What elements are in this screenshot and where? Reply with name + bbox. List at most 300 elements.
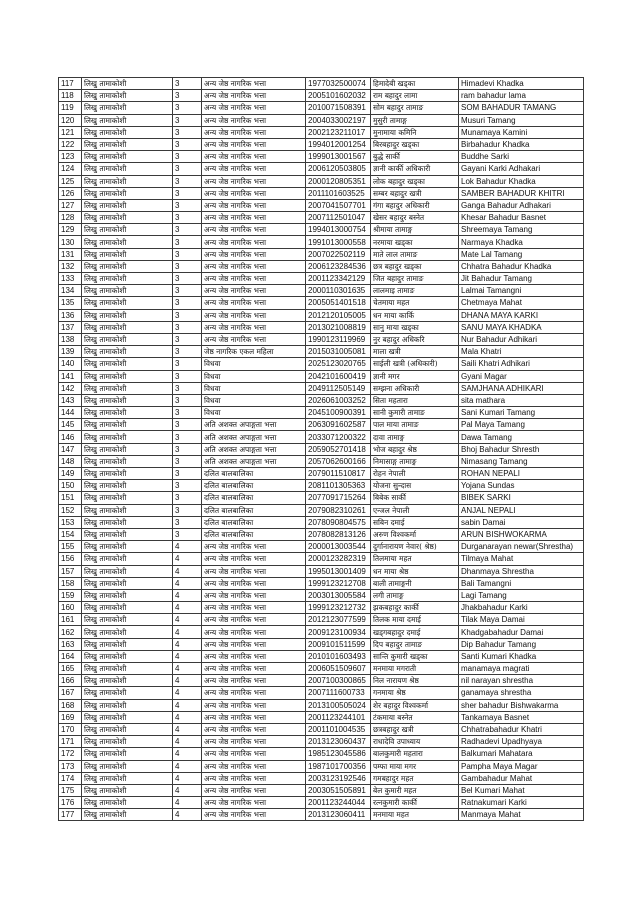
name-english-cell: Munamaya Kamini bbox=[459, 126, 584, 138]
ward-number-cell: 3 bbox=[173, 163, 202, 175]
municipality-cell: लिखु तामाकोशी bbox=[82, 565, 173, 577]
serial-number-cell: 130 bbox=[59, 236, 82, 248]
name-english-cell: Mate Lal Tamang bbox=[459, 248, 584, 260]
table-row bbox=[59, 663, 584, 675]
allowance-type-cell: जेष्ठ नागरिक एकल महिला bbox=[202, 346, 306, 358]
table-row bbox=[59, 443, 584, 455]
ward-number-cell: 4 bbox=[173, 602, 202, 614]
ward-number-cell: 4 bbox=[173, 748, 202, 760]
table-row bbox=[59, 626, 584, 638]
municipality-cell: लिखु तामाकोशी bbox=[82, 407, 173, 419]
identity-number-cell: 2059052701418 bbox=[306, 443, 371, 455]
allowance-type-cell: अन्य जेष्ठ नागरिक भत्ता bbox=[202, 175, 306, 187]
name-english-cell: Jit Bahadur Tamang bbox=[459, 273, 584, 285]
allowance-type-cell: अन्य जेष्ठ नागरिक भत्ता bbox=[202, 541, 306, 553]
ward-number-cell: 4 bbox=[173, 784, 202, 796]
municipality-cell: लिखु तामाकोशी bbox=[82, 723, 173, 735]
name-english-cell: Shreemaya Tamang bbox=[459, 224, 584, 236]
table-row bbox=[59, 504, 584, 516]
identity-number-cell: 1994012001254 bbox=[306, 138, 371, 150]
identity-number-cell: 2015031005081 bbox=[306, 346, 371, 358]
name-nepali-cell: मुसुरी तामाङ्ग bbox=[371, 114, 459, 126]
serial-number-cell: 123 bbox=[59, 151, 82, 163]
allowance-type-cell: अन्य जेष्ठ नागरिक भत्ता bbox=[202, 212, 306, 224]
table-row bbox=[59, 614, 584, 626]
name-nepali-cell: बालकुमारी महतारा bbox=[371, 748, 459, 760]
name-nepali-cell: गमबहादुर महत bbox=[371, 772, 459, 784]
identity-number-cell: 2001123342129 bbox=[306, 273, 371, 285]
allowance-type-cell: विधवा bbox=[202, 394, 306, 406]
name-english-cell: ganamaya shrestha bbox=[459, 687, 584, 699]
name-english-cell: sabin Damai bbox=[459, 516, 584, 528]
allowance-type-cell: अन्य जेष्ठ नागरिक भत्ता bbox=[202, 138, 306, 150]
name-english-cell: Pampha Maya Magar bbox=[459, 760, 584, 772]
name-english-cell: Yojana Sundas bbox=[459, 480, 584, 492]
allowance-type-cell: अन्य जेष्ठ नागरिक भत्ता bbox=[202, 163, 306, 175]
table-row bbox=[59, 455, 584, 467]
table-row bbox=[59, 260, 584, 272]
table-row bbox=[59, 565, 584, 577]
ward-number-cell: 3 bbox=[173, 273, 202, 285]
ward-number-cell: 3 bbox=[173, 102, 202, 114]
serial-number-cell: 124 bbox=[59, 163, 82, 175]
ward-number-cell: 3 bbox=[173, 187, 202, 199]
table-row bbox=[59, 212, 584, 224]
ward-number-cell: 3 bbox=[173, 78, 202, 90]
municipality-cell: लिखु तामाकोशी bbox=[82, 297, 173, 309]
municipality-cell: लिखु तामाकोशी bbox=[82, 431, 173, 443]
table-row bbox=[59, 650, 584, 662]
table-row bbox=[59, 736, 584, 748]
municipality-cell: लिखु तामाकोशी bbox=[82, 711, 173, 723]
ward-number-cell: 4 bbox=[173, 723, 202, 735]
name-english-cell: Bali Tamangni bbox=[459, 577, 584, 589]
allowance-type-cell: विधवा bbox=[202, 407, 306, 419]
serial-number-cell: 118 bbox=[59, 90, 82, 102]
table-row bbox=[59, 321, 584, 333]
ward-number-cell: 3 bbox=[173, 212, 202, 224]
table-row bbox=[59, 687, 584, 699]
name-nepali-cell: सानु माया खड्का bbox=[371, 321, 459, 333]
name-nepali-cell: राम बहादुर लामा bbox=[371, 90, 459, 102]
allowance-type-cell: अन्य जेष्ठ नागरिक भत्ता bbox=[202, 711, 306, 723]
identity-number-cell: 1985123045586 bbox=[306, 748, 371, 760]
name-english-cell: Gambahadur Mahat bbox=[459, 772, 584, 784]
name-english-cell: ROHAN NEPALI bbox=[459, 468, 584, 480]
allowance-type-cell: अन्य जेष्ठ नागरिक भत्ता bbox=[202, 102, 306, 114]
serial-number-cell: 144 bbox=[59, 407, 82, 419]
table-row bbox=[59, 309, 584, 321]
identity-number-cell: 2007111600733 bbox=[306, 687, 371, 699]
name-english-cell: sher bahadur Bishwakarma bbox=[459, 699, 584, 711]
name-nepali-cell: बिबेक सार्की bbox=[371, 492, 459, 504]
ward-number-cell: 4 bbox=[173, 638, 202, 650]
ward-number-cell: 3 bbox=[173, 443, 202, 455]
ward-number-cell: 3 bbox=[173, 333, 202, 345]
identity-number-cell: 1990123119969 bbox=[306, 333, 371, 345]
allowance-type-cell: अन्य जेष्ठ नागरिक भत्ता bbox=[202, 565, 306, 577]
serial-number-cell: 151 bbox=[59, 492, 82, 504]
name-nepali-cell: दुर्गानारायण नेवार( श्रेष्ठ) bbox=[371, 541, 459, 553]
name-nepali-cell: छत्र बहादुर खड्का bbox=[371, 260, 459, 272]
municipality-cell: लिखु तामाकोशी bbox=[82, 199, 173, 211]
ward-number-cell: 4 bbox=[173, 675, 202, 687]
name-nepali-cell: चेतमाया महत bbox=[371, 297, 459, 309]
table-row bbox=[59, 126, 584, 138]
table-row bbox=[59, 175, 584, 187]
serial-number-cell: 132 bbox=[59, 260, 82, 272]
municipality-cell: लिखु तामाकोशी bbox=[82, 699, 173, 711]
municipality-cell: लिखु तामाकोशी bbox=[82, 504, 173, 516]
municipality-cell: लिखु तामाकोशी bbox=[82, 516, 173, 528]
identity-number-cell: 2009101511599 bbox=[306, 638, 371, 650]
allowance-type-cell: दलित बालबालिका bbox=[202, 528, 306, 540]
allowance-type-cell: अन्य जेष्ठ नागरिक भत्ता bbox=[202, 602, 306, 614]
name-english-cell: Dip Bahadur Tamang bbox=[459, 638, 584, 650]
name-nepali-cell: लगी तामाङ्ग bbox=[371, 589, 459, 601]
municipality-cell: लिखु तामाकोशी bbox=[82, 626, 173, 638]
ward-number-cell: 3 bbox=[173, 260, 202, 272]
serial-number-cell: 134 bbox=[59, 285, 82, 297]
beneficiary-table-container bbox=[58, 77, 584, 821]
name-nepali-cell: रत्नकुमारी कार्की bbox=[371, 797, 459, 809]
municipality-cell: लिखु तामाकोशी bbox=[82, 114, 173, 126]
ward-number-cell: 3 bbox=[173, 151, 202, 163]
municipality-cell: लिखु तामाकोशी bbox=[82, 577, 173, 589]
allowance-type-cell: अन्य जेष्ठ नागरिक भत्ता bbox=[202, 321, 306, 333]
name-nepali-cell: नुर बहादुर अधिकरि bbox=[371, 333, 459, 345]
serial-number-cell: 137 bbox=[59, 321, 82, 333]
ward-number-cell: 4 bbox=[173, 577, 202, 589]
table-row bbox=[59, 224, 584, 236]
municipality-cell: लिखु तामाकोशी bbox=[82, 492, 173, 504]
name-nepali-cell: नरमाया खड्का bbox=[371, 236, 459, 248]
name-english-cell: Bhoj Bahadur Shresth bbox=[459, 443, 584, 455]
name-english-cell: Khadgabahadur Damai bbox=[459, 626, 584, 638]
ward-number-cell: 4 bbox=[173, 809, 202, 821]
municipality-cell: लिखु तामाकोशी bbox=[82, 138, 173, 150]
name-nepali-cell: लालमाइ तामाङ bbox=[371, 285, 459, 297]
ward-number-cell: 4 bbox=[173, 736, 202, 748]
ward-number-cell: 3 bbox=[173, 90, 202, 102]
identity-number-cell: 2013021008819 bbox=[306, 321, 371, 333]
serial-number-cell: 145 bbox=[59, 419, 82, 431]
serial-number-cell: 140 bbox=[59, 358, 82, 370]
serial-number-cell: 150 bbox=[59, 480, 82, 492]
allowance-type-cell: विधवा bbox=[202, 358, 306, 370]
table-row bbox=[59, 248, 584, 260]
name-nepali-cell: ज्ञानी कार्की अधिकारी bbox=[371, 163, 459, 175]
identity-number-cell: 1999123212708 bbox=[306, 577, 371, 589]
municipality-cell: लिखु तामाकोशी bbox=[82, 443, 173, 455]
ward-number-cell: 3 bbox=[173, 358, 202, 370]
municipality-cell: लिखु तामाकोशी bbox=[82, 553, 173, 565]
table-row bbox=[59, 285, 584, 297]
table-row bbox=[59, 553, 584, 565]
serial-number-cell: 125 bbox=[59, 175, 82, 187]
identity-number-cell: 2000123282319 bbox=[306, 553, 371, 565]
serial-number-cell: 131 bbox=[59, 248, 82, 260]
identity-number-cell: 2063091602587 bbox=[306, 419, 371, 431]
identity-number-cell: 2078082813126 bbox=[306, 528, 371, 540]
municipality-cell: लिखु तामाकोशी bbox=[82, 236, 173, 248]
name-nepali-cell: बिरबहादुर खड्का bbox=[371, 138, 459, 150]
serial-number-cell: 126 bbox=[59, 187, 82, 199]
municipality-cell: लिखु तामाकोशी bbox=[82, 321, 173, 333]
name-english-cell: Tilmaya Mahat bbox=[459, 553, 584, 565]
identity-number-cell: 2004033002197 bbox=[306, 114, 371, 126]
municipality-cell: लिखु तामाकोशी bbox=[82, 809, 173, 821]
ward-number-cell: 3 bbox=[173, 455, 202, 467]
table-row bbox=[59, 699, 584, 711]
allowance-type-cell: अन्य जेष्ठ नागरिक भत्ता bbox=[202, 248, 306, 260]
name-english-cell: SOM BAHADUR TAMANG bbox=[459, 102, 584, 114]
name-nepali-cell: टंकमाया बस्नेत bbox=[371, 711, 459, 723]
serial-number-cell: 128 bbox=[59, 212, 82, 224]
name-english-cell: Radhadevi Upadhyaya bbox=[459, 736, 584, 748]
ward-number-cell: 3 bbox=[173, 321, 202, 333]
name-nepali-cell: झकबहादुर कार्की bbox=[371, 602, 459, 614]
identity-number-cell: 2007041507701 bbox=[306, 199, 371, 211]
ward-number-cell: 3 bbox=[173, 394, 202, 406]
name-nepali-cell: एन्जल नेपाली bbox=[371, 504, 459, 516]
ward-number-cell: 4 bbox=[173, 626, 202, 638]
identity-number-cell: 1999123212732 bbox=[306, 602, 371, 614]
ward-number-cell: 3 bbox=[173, 407, 202, 419]
serial-number-cell: 170 bbox=[59, 723, 82, 735]
name-nepali-cell: सोम बहादुर तामाङ bbox=[371, 102, 459, 114]
name-english-cell: Chetmaya Mahat bbox=[459, 297, 584, 309]
ward-number-cell: 4 bbox=[173, 553, 202, 565]
table-row bbox=[59, 114, 584, 126]
name-english-cell: Lalmai Tamangni bbox=[459, 285, 584, 297]
identity-number-cell: 2003123192546 bbox=[306, 772, 371, 784]
table-row bbox=[59, 90, 584, 102]
allowance-type-cell: दलित बालबालिका bbox=[202, 504, 306, 516]
name-english-cell: Lok Bahadur Khadka bbox=[459, 175, 584, 187]
identity-number-cell: 2001123244101 bbox=[306, 711, 371, 723]
identity-number-cell: 2079011510817 bbox=[306, 468, 371, 480]
name-english-cell: ram bahadur lama bbox=[459, 90, 584, 102]
serial-number-cell: 135 bbox=[59, 297, 82, 309]
name-english-cell: SAMJHANA ADHIKARI bbox=[459, 382, 584, 394]
serial-number-cell: 158 bbox=[59, 577, 82, 589]
name-nepali-cell: माते लाल तामाङ bbox=[371, 248, 459, 260]
table-row bbox=[59, 273, 584, 285]
serial-number-cell: 154 bbox=[59, 528, 82, 540]
serial-number-cell: 119 bbox=[59, 102, 82, 114]
allowance-type-cell: अन्य जेष्ठ नागरिक भत्ता bbox=[202, 687, 306, 699]
table-row bbox=[59, 382, 584, 394]
municipality-cell: लिखु तामाकोशी bbox=[82, 455, 173, 467]
ward-number-cell: 4 bbox=[173, 699, 202, 711]
allowance-type-cell: अन्य जेष्ठ नागरिक भत्ता bbox=[202, 333, 306, 345]
identity-number-cell: 1991013000558 bbox=[306, 236, 371, 248]
table-row bbox=[59, 346, 584, 358]
municipality-cell: लिखु तामाकोशी bbox=[82, 589, 173, 601]
name-nepali-cell: जित बहादुर तामाङ bbox=[371, 273, 459, 285]
ward-number-cell: 4 bbox=[173, 541, 202, 553]
identity-number-cell: 2001123244044 bbox=[306, 797, 371, 809]
ward-number-cell: 3 bbox=[173, 297, 202, 309]
allowance-type-cell: अन्य जेष्ठ नागरिक भत्ता bbox=[202, 784, 306, 796]
name-english-cell: Khesar Bahadur Basnet bbox=[459, 212, 584, 224]
table-row bbox=[59, 760, 584, 772]
name-english-cell: Gyani Magar bbox=[459, 370, 584, 382]
municipality-cell: लिखु तामाकोशी bbox=[82, 163, 173, 175]
serial-number-cell: 143 bbox=[59, 394, 82, 406]
allowance-type-cell: दलित बालबालिका bbox=[202, 492, 306, 504]
table-row bbox=[59, 78, 584, 90]
allowance-type-cell: अन्य जेष्ठ नागरिक भत्ता bbox=[202, 90, 306, 102]
table-row bbox=[59, 236, 584, 248]
table-row bbox=[59, 748, 584, 760]
allowance-type-cell: विधवा bbox=[202, 370, 306, 382]
name-nepali-cell: हिमादेबी खड्का bbox=[371, 78, 459, 90]
name-nepali-cell: सान्ति कुमारी खड्का bbox=[371, 650, 459, 662]
municipality-cell: लिखु तामाकोशी bbox=[82, 90, 173, 102]
name-nepali-cell: सानी कुमारी तामाङ bbox=[371, 407, 459, 419]
serial-number-cell: 159 bbox=[59, 589, 82, 601]
table-row bbox=[59, 199, 584, 211]
table-row bbox=[59, 797, 584, 809]
name-english-cell: Bel Kumari Mahat bbox=[459, 784, 584, 796]
municipality-cell: लिखु तामाकोशी bbox=[82, 419, 173, 431]
name-nepali-cell: तिलक माया दमाई bbox=[371, 614, 459, 626]
ward-number-cell: 3 bbox=[173, 248, 202, 260]
identity-number-cell: 2025123020765 bbox=[306, 358, 371, 370]
allowance-type-cell: अन्य जेष्ठ नागरिक भत्ता bbox=[202, 260, 306, 272]
municipality-cell: लिखु तामाकोशी bbox=[82, 760, 173, 772]
name-nepali-cell: सम्झना अधिकारी bbox=[371, 382, 459, 394]
serial-number-cell: 168 bbox=[59, 699, 82, 711]
municipality-cell: लिखु तामाकोशी bbox=[82, 614, 173, 626]
name-english-cell: Ganga Bahadur Adhakari bbox=[459, 199, 584, 211]
ward-number-cell: 3 bbox=[173, 431, 202, 443]
name-english-cell: nil narayan shrestha bbox=[459, 675, 584, 687]
identity-number-cell: 2000120805351 bbox=[306, 175, 371, 187]
table-row bbox=[59, 163, 584, 175]
identity-number-cell: 2002123211017 bbox=[306, 126, 371, 138]
serial-number-cell: 174 bbox=[59, 772, 82, 784]
serial-number-cell: 169 bbox=[59, 711, 82, 723]
identity-number-cell: 2026061003252 bbox=[306, 394, 371, 406]
table-row bbox=[59, 711, 584, 723]
table-row bbox=[59, 675, 584, 687]
municipality-cell: लिखु तामाकोशी bbox=[82, 736, 173, 748]
ward-number-cell: 3 bbox=[173, 504, 202, 516]
name-nepali-cell: राधादेवि उपाध्याय bbox=[371, 736, 459, 748]
ward-number-cell: 3 bbox=[173, 285, 202, 297]
allowance-type-cell: अन्य जेष्ठ नागरिक भत्ता bbox=[202, 626, 306, 638]
ward-number-cell: 3 bbox=[173, 126, 202, 138]
allowance-type-cell: अति अशक्त अपाङ्गता भत्ता bbox=[202, 443, 306, 455]
name-english-cell: Mala Khatri bbox=[459, 346, 584, 358]
identity-number-cell: 2079082310261 bbox=[306, 504, 371, 516]
ward-number-cell: 4 bbox=[173, 711, 202, 723]
table-row bbox=[59, 784, 584, 796]
table-row bbox=[59, 809, 584, 821]
name-nepali-cell: खड्गबहादुर दमाई bbox=[371, 626, 459, 638]
identity-number-cell: 2012120105005 bbox=[306, 309, 371, 321]
table-body bbox=[59, 78, 584, 821]
municipality-cell: लिखु तामाकोशी bbox=[82, 346, 173, 358]
serial-number-cell: 161 bbox=[59, 614, 82, 626]
table-row bbox=[59, 431, 584, 443]
serial-number-cell: 142 bbox=[59, 382, 82, 394]
allowance-type-cell: अन्य जेष्ठ नागरिक भत्ता bbox=[202, 285, 306, 297]
municipality-cell: लिखु तामाकोशी bbox=[82, 78, 173, 90]
name-english-cell: Chhatra Bahadur Khadka bbox=[459, 260, 584, 272]
municipality-cell: लिखु तामाकोशी bbox=[82, 260, 173, 272]
ward-number-cell: 3 bbox=[173, 236, 202, 248]
identity-number-cell: 2033071200322 bbox=[306, 431, 371, 443]
serial-number-cell: 122 bbox=[59, 138, 82, 150]
municipality-cell: लिखु तामाकोशी bbox=[82, 468, 173, 480]
name-nepali-cell: निल नारायण श्रेष्ठ bbox=[371, 675, 459, 687]
table-row bbox=[59, 297, 584, 309]
ward-number-cell: 3 bbox=[173, 175, 202, 187]
allowance-type-cell: अन्य जेष्ठ नागरिक भत्ता bbox=[202, 297, 306, 309]
allowance-type-cell: अन्य जेष्ठ नागरिक भत्ता bbox=[202, 151, 306, 163]
ward-number-cell: 3 bbox=[173, 346, 202, 358]
ward-number-cell: 3 bbox=[173, 516, 202, 528]
ward-number-cell: 4 bbox=[173, 760, 202, 772]
name-nepali-cell: सम्बर बहादुर खत्री bbox=[371, 187, 459, 199]
name-nepali-cell: छत्रबहादुर खत्री bbox=[371, 723, 459, 735]
municipality-cell: लिखु तामाकोशी bbox=[82, 382, 173, 394]
name-nepali-cell: धन माया कार्कि bbox=[371, 309, 459, 321]
allowance-type-cell: अन्य जेष्ठ नागरिक भत्ता bbox=[202, 614, 306, 626]
name-english-cell: Musuri Tamang bbox=[459, 114, 584, 126]
allowance-type-cell: दलित बालबालिका bbox=[202, 480, 306, 492]
serial-number-cell: 165 bbox=[59, 663, 82, 675]
identity-number-cell: 2003051505891 bbox=[306, 784, 371, 796]
municipality-cell: लिखु तामाकोशी bbox=[82, 602, 173, 614]
identity-number-cell: 2081101305363 bbox=[306, 480, 371, 492]
name-english-cell: Narmaya Khadka bbox=[459, 236, 584, 248]
municipality-cell: लिखु तामाकोशी bbox=[82, 309, 173, 321]
beneficiary-table bbox=[58, 77, 584, 821]
table-row bbox=[59, 602, 584, 614]
municipality-cell: लिखु तामाकोशी bbox=[82, 333, 173, 345]
name-english-cell: Birbahadur Khadka bbox=[459, 138, 584, 150]
allowance-type-cell: दलित बालबालिका bbox=[202, 516, 306, 528]
table-row bbox=[59, 772, 584, 784]
name-nepali-cell: श्रीमाया तामाङ्ग bbox=[371, 224, 459, 236]
allowance-type-cell: अन्य जेष्ठ नागरिक भत्ता bbox=[202, 126, 306, 138]
serial-number-cell: 152 bbox=[59, 504, 82, 516]
allowance-type-cell: अन्य जेष्ठ नागरिक भत्ता bbox=[202, 199, 306, 211]
table-row bbox=[59, 187, 584, 199]
identity-number-cell: 2010071508391 bbox=[306, 102, 371, 114]
identity-number-cell: 1995013001409 bbox=[306, 565, 371, 577]
serial-number-cell: 133 bbox=[59, 273, 82, 285]
name-nepali-cell: पाल माया तामाङ bbox=[371, 419, 459, 431]
name-nepali-cell: बाली तामाङ्गनी bbox=[371, 577, 459, 589]
ward-number-cell: 4 bbox=[173, 650, 202, 662]
table-row bbox=[59, 541, 584, 553]
allowance-type-cell: अन्य जेष्ठ नागरिक भत्ता bbox=[202, 187, 306, 199]
municipality-cell: लिखु तामाकोशी bbox=[82, 638, 173, 650]
name-english-cell: Saili Khatri Adhikari bbox=[459, 358, 584, 370]
allowance-type-cell: अन्य जेष्ठ नागरिक भत्ता bbox=[202, 736, 306, 748]
identity-number-cell: 2007112501047 bbox=[306, 212, 371, 224]
name-nepali-cell: मनमाया महत bbox=[371, 809, 459, 821]
municipality-cell: लिखु तामाकोशी bbox=[82, 370, 173, 382]
allowance-type-cell: अन्य जेष्ठ नागरिक भत्ता bbox=[202, 809, 306, 821]
municipality-cell: लिखु तामाकोशी bbox=[82, 748, 173, 760]
